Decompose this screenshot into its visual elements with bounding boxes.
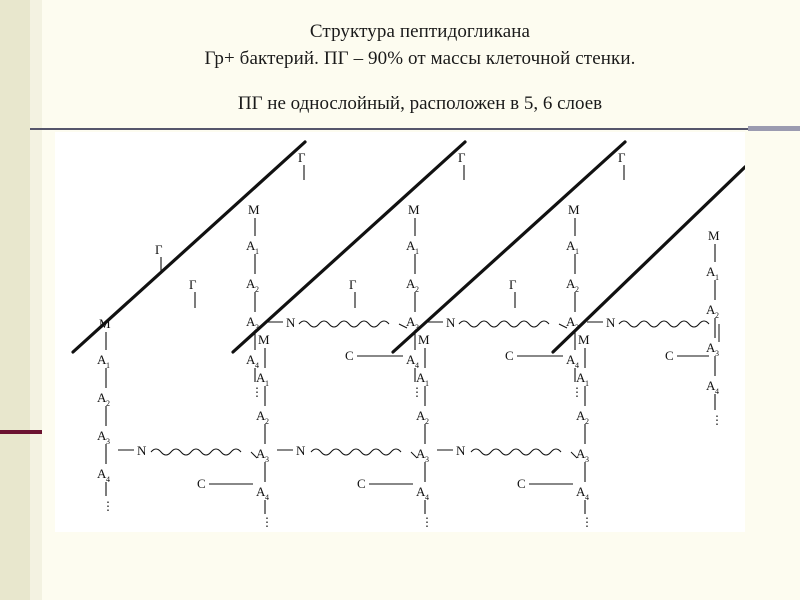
left-accent-bar <box>0 430 42 434</box>
label-a1-5: A <box>416 370 426 385</box>
label-c-u1: C <box>345 348 354 363</box>
label-c-u3: C <box>665 348 674 363</box>
sub-a1-3: 1 <box>265 379 269 388</box>
label-n-u3: N <box>606 315 616 330</box>
page-title-line-1: Структура пептидогликана <box>309 21 531 42</box>
sub-a3-2: 3 <box>255 323 259 332</box>
sub-a4-7: 4 <box>585 493 589 502</box>
sub-a1-5: 1 <box>425 379 429 388</box>
label-a2-1: A <box>97 390 107 405</box>
cross-bridges-lower <box>118 443 577 491</box>
lower-continuation-dots <box>261 515 593 529</box>
dots-5: ⋮ <box>421 515 433 529</box>
sub-a2-6: 2 <box>575 285 579 294</box>
label-a4-3: A <box>256 484 266 499</box>
dots-2: ⋮ <box>251 385 263 399</box>
label-c-u2: C <box>505 348 514 363</box>
label-g-3b: Г <box>458 150 466 165</box>
label-a2-4: A <box>406 276 416 291</box>
sub-a1-4: 1 <box>415 247 419 256</box>
sub-a3-8: 3 <box>715 349 719 358</box>
sub-a4-4: 4 <box>415 361 419 370</box>
peptide-column-3 <box>256 332 270 514</box>
label-m-3: M <box>258 332 270 347</box>
sub-a2-7: 2 <box>585 417 589 426</box>
label-n-u1: N <box>286 315 296 330</box>
peptide-column-1 <box>97 316 114 513</box>
label-a1-3: A <box>256 370 266 385</box>
title-divider-cap <box>748 126 800 131</box>
label-m-8: M <box>708 228 720 243</box>
label-n-u2: N <box>446 315 456 330</box>
sub-a4-2: 4 <box>255 361 259 370</box>
sub-a2-3: 2 <box>265 417 269 426</box>
sub-a1-7: 1 <box>585 379 589 388</box>
sub-a3-6: 3 <box>575 323 579 332</box>
sub-a3-5: 3 <box>425 455 429 464</box>
label-a4-2: A <box>246 352 256 367</box>
label-a3-2: A <box>246 314 256 329</box>
peptide-column-8 <box>706 228 723 427</box>
label-a2-5: A <box>416 408 426 423</box>
label-m-6: M <box>568 202 580 217</box>
sub-a1-6: 1 <box>575 247 579 256</box>
glycan-g-labels-chain1 <box>155 242 163 272</box>
label-g-3a: Г <box>349 277 357 292</box>
label-a2-6: A <box>566 276 576 291</box>
sub-a4-8: 4 <box>715 387 719 396</box>
label-a1-6: A <box>566 238 576 253</box>
label-a4-6: A <box>566 352 576 367</box>
cross-bridges-upper <box>267 315 719 363</box>
label-n-l1: N <box>137 443 147 458</box>
label-a3-8: A <box>706 340 716 355</box>
label-a4-8: A <box>706 378 716 393</box>
label-a1-8: A <box>706 264 716 279</box>
peptide-column-7 <box>576 332 590 514</box>
label-a1-4: A <box>406 238 416 253</box>
label-m-2: M <box>248 202 260 217</box>
label-a2-8: A <box>706 302 716 317</box>
label-a1-7: A <box>576 370 586 385</box>
page-title-line-2: Гр+ бактерий. ПГ – 90% от массы клеточной стенки. <box>204 48 636 69</box>
sub-a1-8: 1 <box>715 273 719 282</box>
label-m-4: M <box>408 202 420 217</box>
label-n-l3: N <box>456 443 466 458</box>
sub-a2-2: 2 <box>255 285 259 294</box>
sub-a1-2: 1 <box>255 247 259 256</box>
label-c-l2: C <box>357 476 366 491</box>
label-a2-7: A <box>576 408 586 423</box>
peptidoglycan-svg <box>55 132 745 532</box>
label-g-4a: Г <box>509 277 517 292</box>
left-band-inner-stripe <box>30 0 42 600</box>
peptidoglycan-figure <box>55 132 745 532</box>
label-a3-7: A <box>576 446 586 461</box>
peptide-column-5 <box>416 332 430 514</box>
label-a4-5: A <box>416 484 426 499</box>
title-block <box>60 18 780 117</box>
label-a3-6: A <box>566 314 576 329</box>
sub-a3-4: 3 <box>415 323 419 332</box>
sub-a2-5: 2 <box>425 417 429 426</box>
dots-8: ⋮ <box>711 413 723 427</box>
label-g-1a: Г <box>155 242 163 257</box>
label-c-l3: C <box>517 476 526 491</box>
label-m-5: M <box>418 332 430 347</box>
label-a2-2: A <box>246 276 256 291</box>
sub-a4-6: 4 <box>575 361 579 370</box>
label-a3-4: A <box>406 314 416 329</box>
title-divider <box>30 128 770 130</box>
label-a4-1: A <box>97 466 107 481</box>
label-a1-2: A <box>246 238 256 253</box>
sub-a2-4: 2 <box>415 285 419 294</box>
label-a4-7: A <box>576 484 586 499</box>
dots-6: ⋮ <box>571 385 583 399</box>
label-n-l2: N <box>296 443 306 458</box>
sub-a2-1: 2 <box>106 399 110 408</box>
label-g-2b: Г <box>298 150 306 165</box>
label-m-1: M <box>99 316 111 331</box>
dots-7: ⋮ <box>581 515 593 529</box>
label-g-4b: Г <box>618 150 626 165</box>
label-a3-5: A <box>416 446 426 461</box>
sub-a1-1: 1 <box>106 361 110 370</box>
page-subtitle: ПГ не однослойный, расположен в 5, 6 слоев <box>237 93 603 114</box>
sub-a4-5: 4 <box>425 493 429 502</box>
sub-a2-8: 2 <box>715 311 719 320</box>
label-a4-4: A <box>406 352 416 367</box>
dots-3: ⋮ <box>261 515 273 529</box>
label-a1-1: A <box>97 352 107 367</box>
sub-a4-1: 4 <box>106 475 110 484</box>
label-a3-3: A <box>256 446 266 461</box>
dots-1: ⋮ <box>102 499 114 513</box>
sub-a3-1: 3 <box>106 437 110 446</box>
label-m-7: M <box>578 332 590 347</box>
sub-a4-3: 4 <box>265 493 269 502</box>
label-c-l1: C <box>197 476 206 491</box>
label-a2-3: A <box>256 408 266 423</box>
dots-4: ⋮ <box>411 385 423 399</box>
label-a3-1: A <box>97 428 107 443</box>
sub-a3-3: 3 <box>265 455 269 464</box>
label-g-2a: Г <box>189 277 197 292</box>
sub-a3-7: 3 <box>585 455 589 464</box>
